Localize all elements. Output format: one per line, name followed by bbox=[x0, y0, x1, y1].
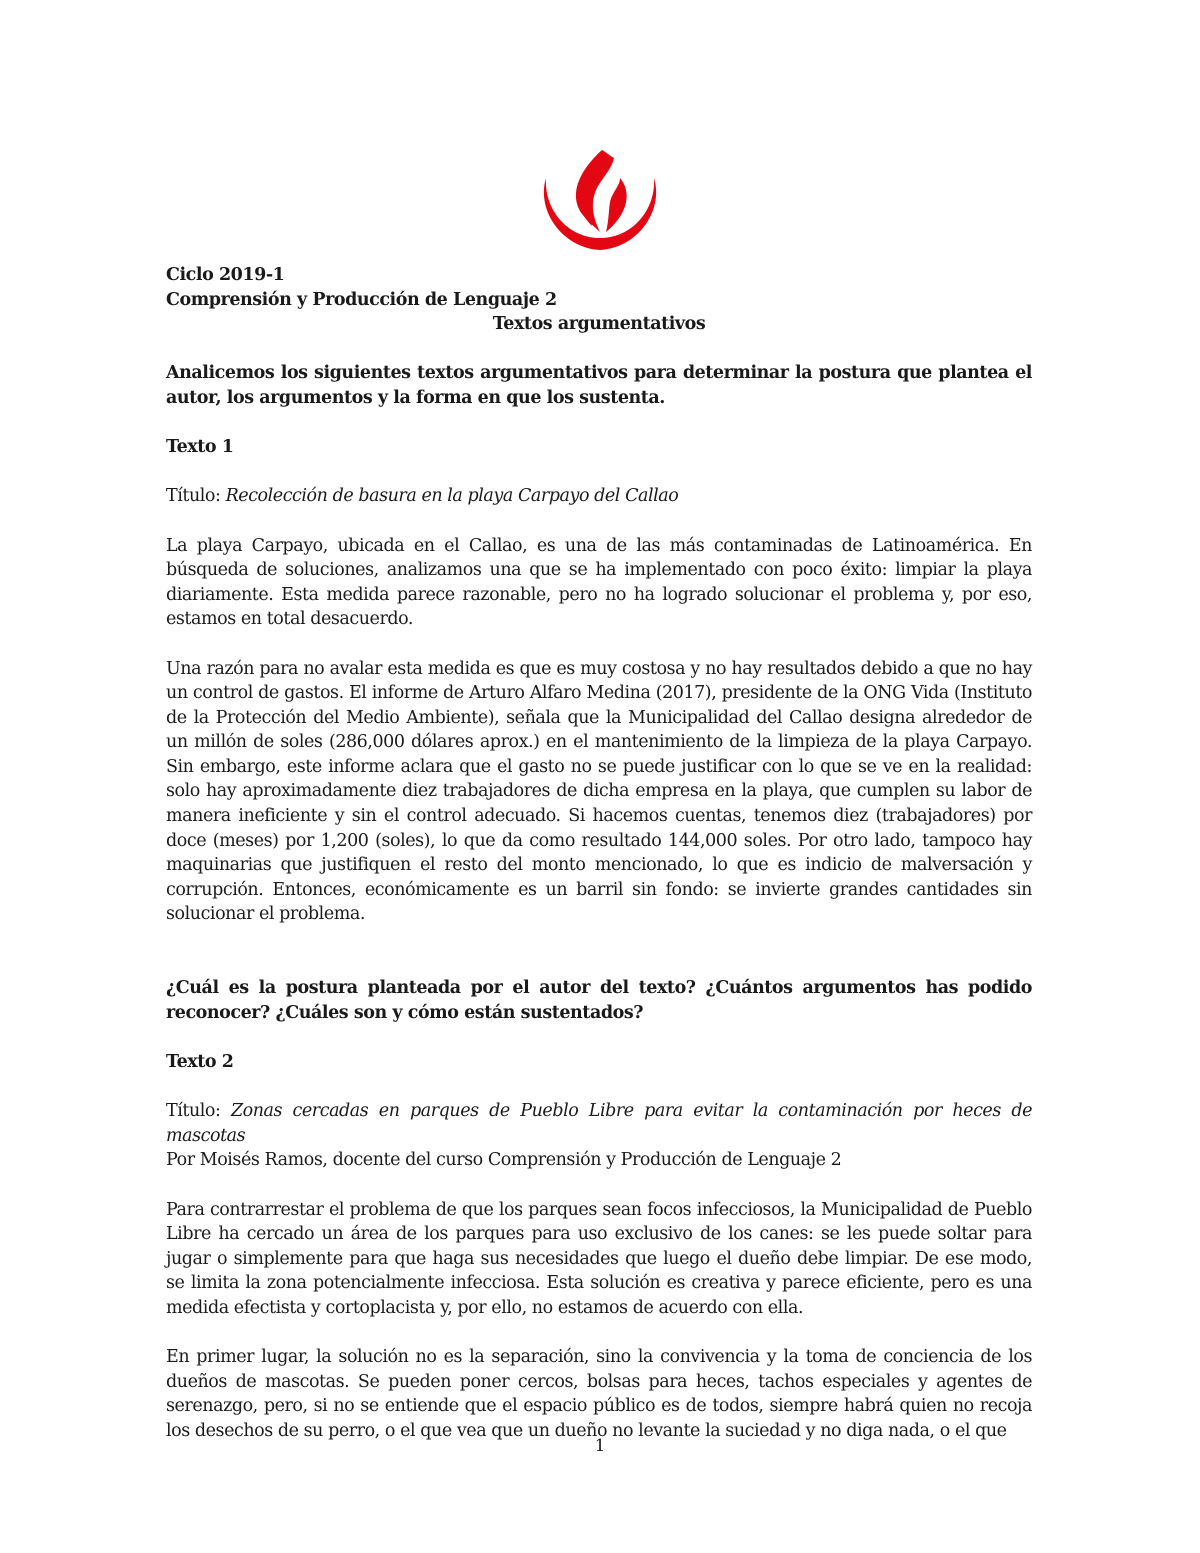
document-body bbox=[166, 263, 1032, 1444]
texto2-paragraph-1: Para contrarrestar el problema de que los parques sean focos infecciosos, la Municipalidad de Pueblo Libre ha cercado un área de los parques para uso exclusivo de los canes: se les puede soltar para jugar o simplemente para que haga sus necesidades que luego el dueño debe limpiar. De ese modo, se limita la zona potencialmente infecciosa. Esta solución es creativa y parece eficiente, pero es una medida efectista y cortoplacista y, por ello, no estamos de acuerdo con ella. bbox=[166, 1199, 1032, 1318]
texto1-title-line bbox=[166, 484, 1032, 509]
upc-flame-logo-icon bbox=[540, 148, 660, 252]
course-name: Comprensión y Producción de Lenguaje 2 bbox=[166, 289, 557, 310]
texto1-heading: Texto 1 bbox=[166, 437, 234, 458]
cycle-label: Ciclo 2019-1 bbox=[166, 265, 285, 285]
texto2-title-line bbox=[166, 1099, 1032, 1148]
question-1: ¿Cuál es la postura planteada por el autor del texto? ¿Cuántos argumentos has podido reconocer? ¿Cuáles son y cómo están sustentados? bbox=[166, 978, 1032, 1023]
texto2-author: Por Moisés Ramos, docente del curso Comprensión y Producción de Lenguaje 2 bbox=[166, 1150, 842, 1171]
texto2-paragraph-2: En primer lugar, la solución no es la separación, sino la convivencia y la toma de conciencia de los dueños de mascotas. Se pueden poner cercos, bolsas para heces, tachos especiales y agentes de serenazgo, pero, si no se entiende que el espacio público es de todos, siempre habrá quien no recoja los desechos de su perro, o el que vea que un dueño no levante la suciedad y no diga nada, o el que bbox=[166, 1347, 1032, 1441]
texto1-paragraph-1: La playa Carpayo, ubicada en el Callao, es una de las más contaminadas de Latinoamérica. En búsqueda de soluciones, analizamos una que se ha implementado con poco éxito: limpiar la playa diariamente. Esta medida parece razonable, pero no ha logrado solucionar el problema y, por eso, estamos en total desacuerdo. bbox=[166, 535, 1032, 630]
texto2-heading: Texto 2 bbox=[166, 1052, 234, 1072]
texto2-title: Zonas cercadas en parques de Pueblo Libre para evitar la contaminación por heces de mascotas bbox=[166, 1101, 1032, 1146]
document-title: Textos argumentativos bbox=[492, 314, 706, 335]
texto1-paragraph-2: Una razón para no avalar esta medida es que es muy costosa y no hay resultados debido a que no hay un control de gastos. El informe de Arturo Alfaro Medina (2017), presidente de la ONG Vida (Instituto de la Protección del Medio Ambiente), señala que la Municipalidad del Callao designa alrededor de un millón de soles (286,000 dólares aprox.) en el mantenimiento de la limpieza de la playa Carpayo. Sin embargo, este informe aclara que el gasto no se puede justificar con lo que se ve en la realidad: solo hay aproximadamente diez trabajadores de dicha empresa en la playa, que cumplen su labor de manera ineficiente y sin el control adecuado. Si hacemos cuentas, tenemos diez (trabajadores) por doce (meses) por 1,200 (soles), lo que da como resultado 144,000 soles. Por otro lado, tampoco hay maquinarias que justifiquen el resto del monto mencionado, lo que es indicio de malversación y corrupción. Entonces, económicamente es un barril sin fondo: se invierte grandes cantidades sin solucionar el problema. bbox=[166, 658, 1032, 925]
texto2-title-label: Título: bbox=[166, 1101, 231, 1122]
texto1-title-label: Título: bbox=[166, 486, 226, 507]
page-number: 1 bbox=[594, 1436, 606, 1456]
instruction-text: Analicemos los siguientes textos argumentativos para determinar la postura que plantea el autor, los argumentos y la forma en que los sustenta. bbox=[166, 363, 1032, 408]
texto1-title: Recolección de basura en la playa Carpayo del Callao bbox=[225, 486, 679, 507]
